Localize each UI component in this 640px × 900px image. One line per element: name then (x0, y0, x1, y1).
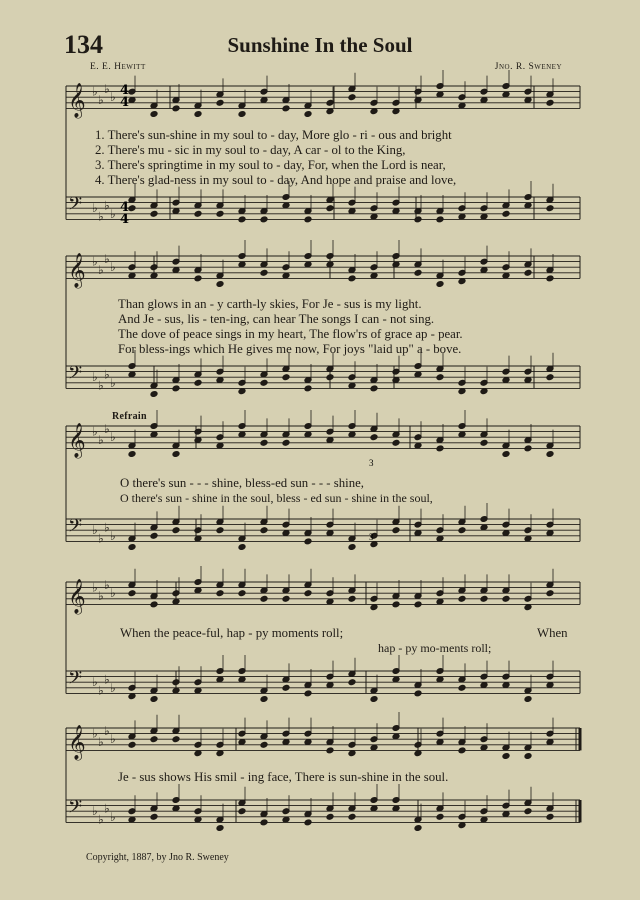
note-head (304, 690, 312, 697)
note-head (546, 99, 554, 106)
note-head (238, 216, 246, 223)
flat-sign: ♭ (98, 683, 104, 698)
note-head (150, 111, 158, 118)
note-head (128, 590, 136, 597)
note-head (524, 269, 532, 276)
note-head (282, 374, 290, 381)
note-head (326, 747, 334, 754)
bass-time-signature-top: 4 (120, 200, 130, 215)
clefs (68, 82, 116, 827)
flat-sign: ♭ (110, 528, 116, 543)
flat-sign: ♭ (104, 723, 110, 738)
note-head (304, 538, 312, 545)
note-head (436, 281, 444, 288)
flat-sign: ♭ (92, 675, 98, 690)
note-head (216, 99, 224, 106)
note-head (282, 684, 290, 691)
flat-sign: ♭ (110, 430, 116, 445)
note-head (458, 527, 466, 534)
note-head (194, 379, 202, 386)
note-head (458, 684, 466, 691)
note-head (502, 595, 510, 602)
note-head (436, 445, 444, 452)
note-head (348, 813, 356, 820)
flat-sign: ♭ (110, 680, 116, 695)
flat-sign: ♭ (98, 812, 104, 827)
flat-sign: ♭ (104, 577, 110, 592)
flat-sign: ♭ (92, 254, 98, 269)
flat-sign: ♭ (92, 580, 98, 595)
refrain-line-3: Je - sus shows His smil - ing face, There is sun-shine in the soul. (118, 770, 449, 784)
treble-clef: 𝄞 (68, 725, 86, 761)
flat-sign: ♭ (104, 251, 110, 266)
flat-sign: ♭ (98, 589, 104, 603)
note-head (392, 439, 400, 446)
hymn-title: Sunshine In the Soul (227, 33, 413, 57)
note-head (150, 813, 158, 820)
note-head (502, 451, 510, 458)
refrain-line-1-echo: O there's sun - shine in the soul, bless - ed sun - shine in the soul, (120, 491, 433, 505)
hymn-number: 134 (64, 30, 103, 59)
note-head (502, 210, 510, 217)
note-head (304, 819, 312, 826)
bass-time-signature-bottom: 4 (120, 212, 130, 227)
note-head (260, 439, 268, 446)
note-head (216, 210, 224, 217)
note-head (304, 385, 312, 392)
note-head (282, 439, 290, 446)
flat-sign: ♭ (98, 735, 104, 749)
flat-sign: ♭ (92, 201, 98, 216)
flat-sign: ♭ (104, 801, 110, 816)
note-head (238, 590, 246, 597)
note-head (546, 813, 554, 820)
note-head (282, 595, 290, 602)
note-head (238, 111, 246, 118)
note-head (238, 808, 246, 815)
verse-2-line-2: And Je - sus, lis - ten-ing, can hear The songs I can - not sing. (118, 312, 435, 326)
note-head (304, 590, 312, 597)
note-head (436, 813, 444, 820)
refrain-line-2: When the peace-ful, hap - py moments roll; (120, 626, 344, 640)
triplet-mark: 3 (369, 458, 374, 468)
note-head (150, 210, 158, 217)
flat-sign: ♭ (98, 433, 104, 447)
note-head (282, 105, 290, 112)
note-head (260, 741, 268, 748)
note-head (348, 595, 356, 602)
note-head (172, 385, 180, 392)
note-head (392, 527, 400, 534)
note-head (348, 275, 356, 282)
note-head (546, 275, 554, 282)
note-head (392, 601, 400, 608)
flat-sign: ♭ (110, 375, 116, 390)
note-head (348, 679, 356, 686)
note-head (150, 696, 158, 703)
note-head (414, 269, 422, 276)
note-head (414, 690, 422, 697)
note-head (546, 205, 554, 212)
flat-sign: ♭ (98, 93, 104, 107)
note-head (546, 451, 554, 458)
note-head (260, 696, 268, 703)
note-head (458, 747, 466, 754)
note-head (524, 696, 532, 703)
note-head (524, 445, 532, 452)
note-head (172, 451, 180, 458)
note-head (480, 595, 488, 602)
note-head (260, 527, 268, 534)
note-head (304, 216, 312, 223)
note-head (524, 808, 532, 815)
bass-clef: 𝄢 (68, 194, 83, 220)
note-head (480, 439, 488, 446)
note-head (546, 590, 554, 597)
note-head (216, 281, 224, 288)
note-head (216, 527, 224, 534)
note-head (370, 434, 378, 441)
refrain-line-1: O there's sun - - - shine, bless-ed sun - - - shine, (120, 476, 364, 490)
flat-sign: ♭ (98, 378, 104, 393)
author-credit: E. E. Hewitt (90, 62, 146, 72)
note-head (546, 374, 554, 381)
flat-sign: ♭ (104, 367, 110, 382)
time-signature-bottom: 4 (120, 95, 130, 110)
note-head (172, 736, 180, 743)
bass-clef: 𝄢 (68, 797, 83, 823)
note-head (260, 379, 268, 386)
note-head (150, 391, 158, 398)
note-head (502, 753, 510, 760)
note-head (150, 601, 158, 608)
flat-sign: ♭ (104, 81, 110, 96)
flat-sign: ♭ (110, 732, 116, 747)
flat-sign: ♭ (110, 206, 116, 221)
note-head (436, 374, 444, 381)
flat-sign: ♭ (98, 209, 104, 224)
flat-sign: ♭ (104, 198, 110, 213)
note-head (128, 544, 136, 551)
note-head (172, 527, 180, 534)
treble-clef: 𝄞 (68, 253, 86, 289)
refrain-line-2-end: When (537, 626, 568, 640)
note-head (128, 205, 136, 212)
verse-1-line-1: 1. There's sun-shine in my soul to - day, More glo - ri - ous and bright (95, 128, 452, 142)
note-head (326, 374, 334, 381)
note-head (524, 753, 532, 760)
note-head (238, 544, 246, 551)
note-head (194, 275, 202, 282)
note-head (150, 532, 158, 539)
note-head (260, 269, 268, 276)
note-head (260, 595, 268, 602)
flat-sign: ♭ (110, 586, 116, 601)
note-head (194, 111, 202, 118)
note-head (304, 111, 312, 118)
flat-sign: ♭ (104, 520, 110, 535)
note-head (194, 210, 202, 217)
bass-clef: 𝄢 (68, 668, 83, 694)
flat-sign: ♭ (104, 421, 110, 436)
flat-sign: ♭ (92, 523, 98, 538)
note-head (348, 544, 356, 551)
treble-clef: 𝄞 (68, 423, 86, 459)
note-head (370, 385, 378, 392)
refrain-label: Refrain (112, 411, 147, 422)
flat-sign: ♭ (92, 424, 98, 439)
note-head (326, 205, 334, 212)
note-head (326, 813, 334, 820)
note-head (128, 741, 136, 748)
note-head (414, 216, 422, 223)
flat-sign: ♭ (110, 90, 116, 105)
note-head (128, 451, 136, 458)
note-head (260, 819, 268, 826)
note-head (260, 216, 268, 223)
verse-1-line-2: Than glows in an - y carth-ly skies, For Je - sus is my light. (118, 297, 422, 311)
treble-clef: 𝄞 (68, 579, 86, 615)
note-head (348, 94, 356, 101)
flat-sign: ♭ (98, 531, 104, 546)
composer-credit: Jno. R. Sweney (494, 62, 562, 72)
verse-2-line-1: 2. There's mu - sic in my soul to - day, A car - ol to the King, (95, 143, 406, 157)
note-head (150, 736, 158, 743)
treble-clef: 𝄞 (68, 83, 86, 119)
note-head (216, 590, 224, 597)
flat-sign: ♭ (92, 84, 98, 99)
time-signature-top: 4 (120, 83, 130, 98)
triplet-mark-bass: 3 (369, 532, 374, 542)
flat-sign: ♭ (110, 260, 116, 275)
note-head (414, 601, 422, 608)
note-head (172, 105, 180, 112)
flat-sign: ♭ (92, 726, 98, 741)
flat-sign: ♭ (110, 809, 116, 824)
bass-clef: 𝄢 (68, 516, 83, 542)
flat-sign: ♭ (92, 370, 98, 385)
flat-sign: ♭ (104, 672, 110, 687)
verse-4-line-1: 4. There's glad-ness in my soul to - day, And hope and praise and love, (95, 173, 457, 187)
flat-sign: ♭ (92, 804, 98, 819)
copyright-notice: Copyright, 1887, by Jno R. Sweney (86, 852, 229, 863)
flat-sign: ♭ (98, 263, 104, 277)
note-head (414, 825, 422, 832)
note-head (216, 825, 224, 832)
note-head (436, 216, 444, 223)
verse-3-line-1: 3. There's springtime in my soul to - day, For, when the Lord is near, (95, 158, 446, 172)
refrain-line-2-echo: hap - py mo-ments roll; (378, 641, 492, 655)
note-head (370, 696, 378, 703)
verse-4-line-2: For bless-ings which He gives me now, For joys "laid up" a - bove. (118, 342, 462, 356)
verse-3-line-2: The dove of peace sings in my heart, The flow'rs of grace ap - pear. (118, 327, 463, 341)
note-head (458, 595, 466, 602)
bass-clef: 𝄢 (68, 363, 83, 389)
